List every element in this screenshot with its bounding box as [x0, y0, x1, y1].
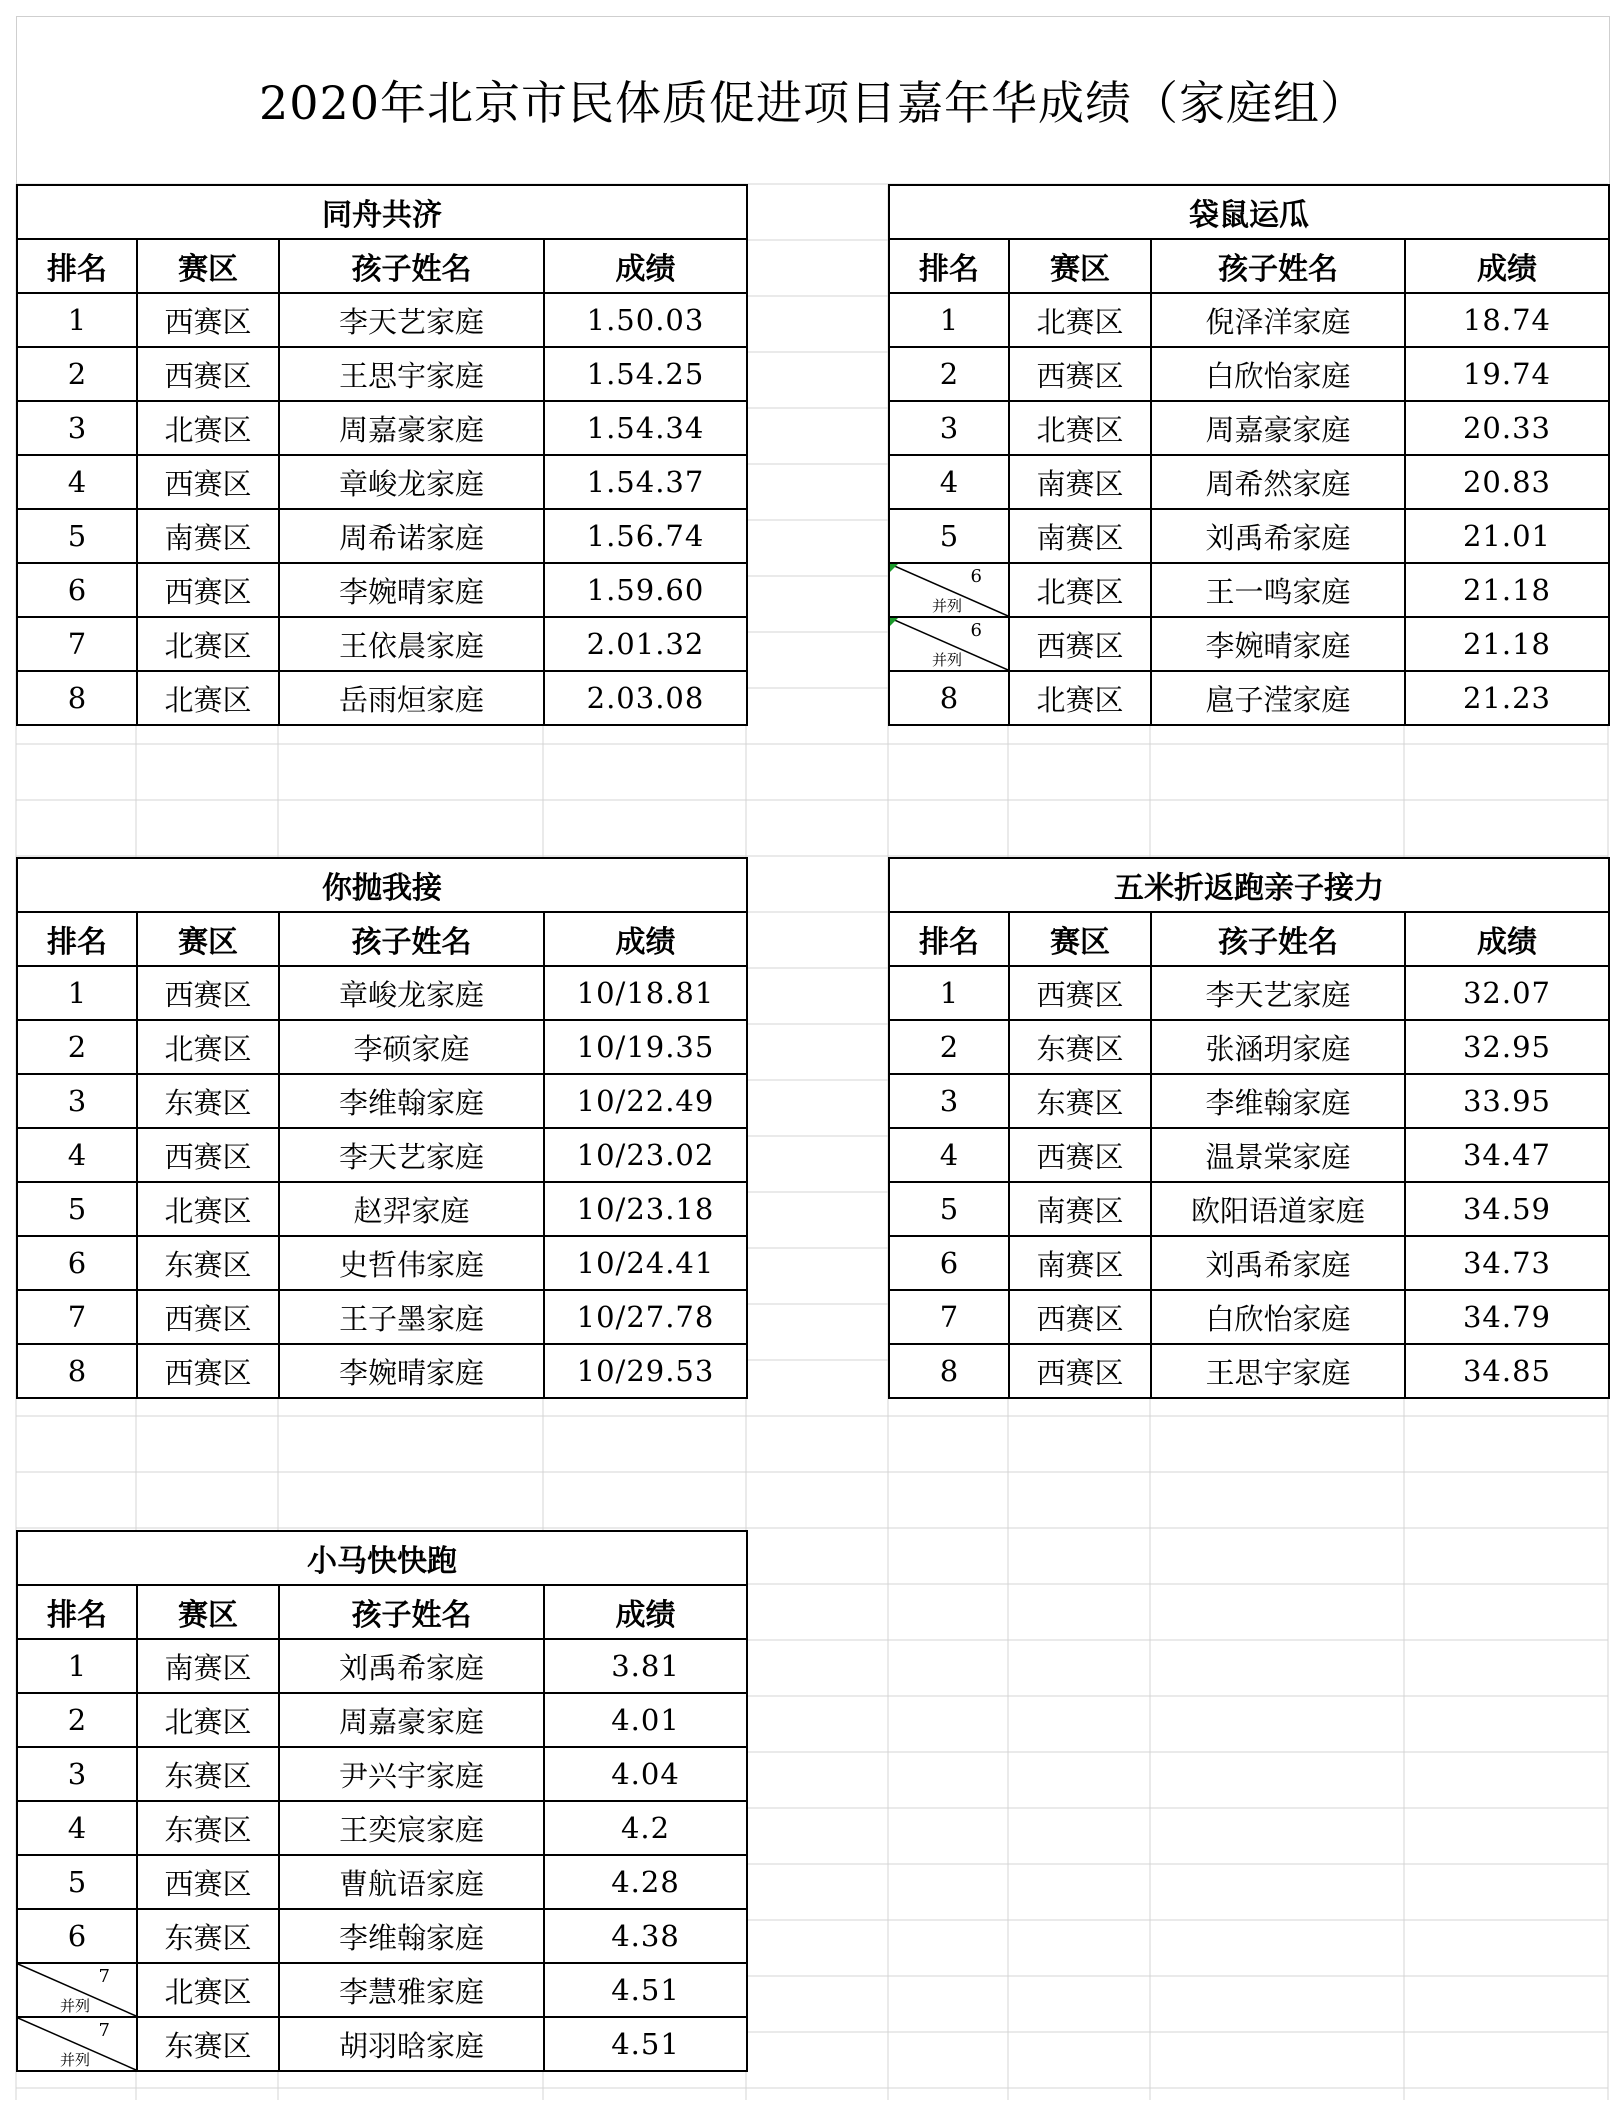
cell-score: 32.95 [1405, 1020, 1609, 1074]
cell-score: 4.28 [544, 1855, 747, 1909]
cell-score: 34.85 [1405, 1344, 1609, 1398]
cell-child: 李天艺家庭 [279, 293, 544, 347]
cell-rank: 5 [17, 1182, 137, 1236]
table-row [889, 293, 1609, 347]
cell-rank: 4 [17, 1801, 137, 1855]
table-row [889, 455, 1609, 509]
cell-rank: 6 [17, 1909, 137, 1963]
table-row [17, 1074, 747, 1128]
cell-rank: 8 [17, 671, 137, 725]
table-row [889, 509, 1609, 563]
cell-score: 21.18 [1405, 563, 1609, 617]
cell-district: 东赛区 [137, 1236, 279, 1290]
cell-rank: 3 [889, 401, 1009, 455]
cell-child: 李维翰家庭 [279, 1074, 544, 1128]
tie-label: 并列 [932, 597, 963, 615]
cell-score: 10/22.49 [544, 1074, 747, 1128]
cell-child: 倪泽洋家庭 [1151, 293, 1405, 347]
cell-district: 南赛区 [137, 509, 279, 563]
cell-rank [889, 617, 1009, 671]
cell-district: 南赛区 [1009, 509, 1151, 563]
column-header-rank: 排名 [889, 239, 1009, 293]
cell-score: 34.79 [1405, 1290, 1609, 1344]
table-row [17, 1747, 747, 1801]
column-header-district: 赛区 [1009, 912, 1151, 966]
cell-district: 东赛区 [137, 1747, 279, 1801]
column-header-district: 赛区 [137, 239, 279, 293]
cell-child: 王奕宸家庭 [279, 1801, 544, 1855]
cell-child: 白欣怡家庭 [1151, 347, 1405, 401]
cell-rank: 4 [889, 455, 1009, 509]
table-row [17, 617, 747, 671]
cell-score: 10/18.81 [544, 966, 747, 1020]
cell-score: 2.01.32 [544, 617, 747, 671]
cell-rank: 7 [889, 1290, 1009, 1344]
table-row [17, 347, 747, 401]
table-title: 小马快快跑 [17, 1531, 747, 1585]
tie-label: 并列 [60, 1997, 91, 2015]
table-row [17, 1020, 747, 1074]
cell-rank: 2 [889, 347, 1009, 401]
column-header-score: 成绩 [1405, 239, 1609, 293]
cell-district: 北赛区 [137, 401, 279, 455]
cell-district: 南赛区 [1009, 455, 1151, 509]
cell-rank: 3 [17, 1747, 137, 1801]
cell-district: 西赛区 [137, 455, 279, 509]
cell-score: 1.50.03 [544, 293, 747, 347]
column-header-district: 赛区 [137, 1585, 279, 1639]
cell-rank: 3 [17, 401, 137, 455]
column-header-rank: 排名 [17, 239, 137, 293]
cell-district: 北赛区 [1009, 671, 1151, 725]
cell-score: 34.59 [1405, 1182, 1609, 1236]
cell-rank [17, 1963, 137, 2017]
cell-score: 33.95 [1405, 1074, 1609, 1128]
cell-score: 2.03.08 [544, 671, 747, 725]
cell-rank: 1 [17, 293, 137, 347]
cell-child: 周嘉豪家庭 [1151, 401, 1405, 455]
cell-district: 东赛区 [1009, 1020, 1151, 1074]
cell-score: 10/29.53 [544, 1344, 747, 1398]
table-row [889, 671, 1609, 725]
table-row [17, 2017, 747, 2071]
cell-score: 4.04 [544, 1747, 747, 1801]
table-row [889, 1074, 1609, 1128]
cell-score: 19.74 [1405, 347, 1609, 401]
cell-score: 4.01 [544, 1693, 747, 1747]
column-header-child: 孩子姓名 [279, 912, 544, 966]
table-title: 袋鼠运瓜 [889, 185, 1609, 239]
column-header-score: 成绩 [1405, 912, 1609, 966]
table-row [17, 1236, 747, 1290]
table-title: 同舟共济 [17, 185, 747, 239]
column-header-district: 赛区 [1009, 239, 1151, 293]
cell-child: 刘禹希家庭 [1151, 509, 1405, 563]
table-row [17, 1963, 747, 2017]
column-header-child: 孩子姓名 [279, 239, 544, 293]
cell-child: 李硕家庭 [279, 1020, 544, 1074]
cell-rank: 2 [17, 1020, 137, 1074]
page-title: 2020年北京市民体质促进项目嘉年华成绩（家庭组） [258, 76, 1368, 130]
table-row [889, 1290, 1609, 1344]
cell-district: 北赛区 [137, 671, 279, 725]
cell-rank: 3 [889, 1074, 1009, 1128]
cell-child: 李维翰家庭 [279, 1909, 544, 1963]
cell-child: 王一鸣家庭 [1151, 563, 1405, 617]
table-row [17, 671, 747, 725]
cell-score: 10/27.78 [544, 1290, 747, 1344]
cell-rank: 2 [17, 1693, 137, 1747]
cell-district: 南赛区 [1009, 1182, 1151, 1236]
results-table [888, 184, 1610, 726]
cell-rank: 4 [889, 1128, 1009, 1182]
table-row [889, 1236, 1609, 1290]
cell-rank: 3 [17, 1074, 137, 1128]
cell-child: 周希诺家庭 [279, 509, 544, 563]
cell-district: 北赛区 [137, 1020, 279, 1074]
cell-district: 南赛区 [1009, 1236, 1151, 1290]
cell-district: 西赛区 [1009, 347, 1151, 401]
cell-score: 1.54.25 [544, 347, 747, 401]
cell-rank: 4 [17, 455, 137, 509]
table-row [889, 1344, 1609, 1398]
cell-child: 章峻龙家庭 [279, 455, 544, 509]
cell-rank: 1 [889, 293, 1009, 347]
table-row [889, 966, 1609, 1020]
cell-child: 王思宇家庭 [279, 347, 544, 401]
cell-child: 赵羿家庭 [279, 1182, 544, 1236]
tie-rank-number: 7 [98, 2020, 110, 2041]
cell-district: 西赛区 [1009, 966, 1151, 1020]
cell-score: 34.47 [1405, 1128, 1609, 1182]
column-header-child: 孩子姓名 [1151, 912, 1405, 966]
cell-district: 北赛区 [137, 1963, 279, 2017]
table-row [889, 617, 1609, 671]
table-row [17, 1128, 747, 1182]
cell-rank: 5 [889, 509, 1009, 563]
column-header-district: 赛区 [137, 912, 279, 966]
cell-child: 李婉晴家庭 [279, 1344, 544, 1398]
cell-district: 西赛区 [137, 1344, 279, 1398]
cell-score: 4.51 [544, 1963, 747, 2017]
cell-district: 西赛区 [137, 293, 279, 347]
cell-district: 北赛区 [1009, 293, 1151, 347]
cell-rank [889, 563, 1009, 617]
table-row [17, 1182, 747, 1236]
cell-district: 东赛区 [137, 1801, 279, 1855]
cell-rank [17, 2017, 137, 2071]
cell-district: 西赛区 [137, 966, 279, 1020]
cell-child: 欧阳语道家庭 [1151, 1182, 1405, 1236]
cell-child: 周嘉豪家庭 [279, 1693, 544, 1747]
cell-child: 王依晨家庭 [279, 617, 544, 671]
cell-district: 北赛区 [137, 1693, 279, 1747]
tie-rank-number: 7 [98, 1966, 110, 1987]
column-header-rank: 排名 [889, 912, 1009, 966]
column-header-rank: 排名 [17, 912, 137, 966]
cell-district: 西赛区 [137, 1290, 279, 1344]
cell-rank: 6 [889, 1236, 1009, 1290]
cell-child: 白欣怡家庭 [1151, 1290, 1405, 1344]
cell-child: 曹航语家庭 [279, 1855, 544, 1909]
table-row [889, 1182, 1609, 1236]
cell-rank: 2 [889, 1020, 1009, 1074]
cell-child: 李维翰家庭 [1151, 1074, 1405, 1128]
cell-score: 10/24.41 [544, 1236, 747, 1290]
table-row [17, 509, 747, 563]
cell-score: 1.59.60 [544, 563, 747, 617]
cell-district: 南赛区 [137, 1639, 279, 1693]
cell-rank: 5 [17, 1855, 137, 1909]
cell-score: 20.33 [1405, 401, 1609, 455]
comment-marker-icon [890, 564, 898, 572]
cell-child: 温景棠家庭 [1151, 1128, 1405, 1182]
cell-child: 李天艺家庭 [279, 1128, 544, 1182]
results-table [16, 1530, 748, 2072]
cell-child: 刘禹希家庭 [279, 1639, 544, 1693]
table-row [889, 401, 1609, 455]
table-row [17, 563, 747, 617]
table-row [17, 1639, 747, 1693]
cell-rank: 7 [17, 617, 137, 671]
cell-score: 10/23.18 [544, 1182, 747, 1236]
table-row [17, 1290, 747, 1344]
cell-district: 东赛区 [1009, 1074, 1151, 1128]
column-header-child: 孩子姓名 [279, 1585, 544, 1639]
cell-child: 李婉晴家庭 [279, 563, 544, 617]
cell-child: 岳雨烜家庭 [279, 671, 544, 725]
results-table [16, 184, 748, 726]
cell-score: 1.54.34 [544, 401, 747, 455]
cell-score: 20.83 [1405, 455, 1609, 509]
table-row [889, 1128, 1609, 1182]
table-row [17, 1855, 747, 1909]
cell-district: 东赛区 [137, 2017, 279, 2071]
comment-marker-icon [890, 618, 898, 626]
cell-child: 李天艺家庭 [1151, 966, 1405, 1020]
results-table [16, 857, 748, 1399]
cell-score: 3.81 [544, 1639, 747, 1693]
cell-child: 周嘉豪家庭 [279, 401, 544, 455]
cell-district: 西赛区 [137, 563, 279, 617]
results-table [888, 857, 1610, 1399]
cell-rank: 5 [17, 509, 137, 563]
cell-rank: 1 [889, 966, 1009, 1020]
cell-rank: 6 [17, 1236, 137, 1290]
table-row [17, 1801, 747, 1855]
cell-score: 18.74 [1405, 293, 1609, 347]
cell-district: 西赛区 [137, 1855, 279, 1909]
cell-child: 张涵玥家庭 [1151, 1020, 1405, 1074]
cell-child: 刘禹希家庭 [1151, 1236, 1405, 1290]
cell-score: 1.54.37 [544, 455, 747, 509]
cell-score: 21.01 [1405, 509, 1609, 563]
tie-rank-number: 6 [970, 620, 982, 641]
table-row [17, 966, 747, 1020]
table-row [889, 563, 1609, 617]
cell-child: 王子墨家庭 [279, 1290, 544, 1344]
cell-child: 周希然家庭 [1151, 455, 1405, 509]
table-title: 你抛我接 [17, 858, 747, 912]
cell-score: 4.51 [544, 2017, 747, 2071]
cell-score: 10/19.35 [544, 1020, 747, 1074]
cell-score: 1.56.74 [544, 509, 747, 563]
table-row [889, 1020, 1609, 1074]
table-row [17, 293, 747, 347]
cell-district: 西赛区 [137, 347, 279, 401]
cell-rank: 8 [889, 671, 1009, 725]
cell-rank: 8 [17, 1344, 137, 1398]
table-row [17, 401, 747, 455]
cell-rank: 1 [17, 966, 137, 1020]
cell-score: 4.2 [544, 1801, 747, 1855]
cell-district: 北赛区 [1009, 563, 1151, 617]
cell-child: 李婉晴家庭 [1151, 617, 1405, 671]
tie-label: 并列 [60, 2051, 91, 2069]
cell-score: 21.18 [1405, 617, 1609, 671]
column-header-score: 成绩 [544, 912, 747, 966]
table-row [17, 1909, 747, 1963]
cell-district: 东赛区 [137, 1074, 279, 1128]
column-header-child: 孩子姓名 [1151, 239, 1405, 293]
table-row [17, 1344, 747, 1398]
cell-score: 4.38 [544, 1909, 747, 1963]
table-row [889, 347, 1609, 401]
table-title: 五米折返跑亲子接力 [889, 858, 1609, 912]
cell-score: 21.23 [1405, 671, 1609, 725]
cell-district: 西赛区 [1009, 1128, 1151, 1182]
cell-rank: 1 [17, 1639, 137, 1693]
cell-score: 10/23.02 [544, 1128, 747, 1182]
column-header-rank: 排名 [17, 1585, 137, 1639]
column-header-score: 成绩 [544, 239, 747, 293]
column-header-score: 成绩 [544, 1585, 747, 1639]
cell-rank: 5 [889, 1182, 1009, 1236]
cell-district: 北赛区 [1009, 401, 1151, 455]
cell-district: 北赛区 [137, 1182, 279, 1236]
cell-child: 扈子滢家庭 [1151, 671, 1405, 725]
cell-child: 章峻龙家庭 [279, 966, 544, 1020]
cell-district: 西赛区 [1009, 1344, 1151, 1398]
cell-district: 北赛区 [137, 617, 279, 671]
cell-district: 西赛区 [137, 1128, 279, 1182]
cell-child: 胡羽晗家庭 [279, 2017, 544, 2071]
tie-rank-number: 6 [970, 566, 982, 587]
cell-child: 王思宇家庭 [1151, 1344, 1405, 1398]
cell-rank: 2 [17, 347, 137, 401]
cell-child: 李慧雅家庭 [279, 1963, 544, 2017]
cell-score: 34.73 [1405, 1236, 1609, 1290]
cell-score: 32.07 [1405, 966, 1609, 1020]
cell-rank: 8 [889, 1344, 1009, 1398]
cell-rank: 6 [17, 563, 137, 617]
cell-child: 史哲伟家庭 [279, 1236, 544, 1290]
table-row [17, 455, 747, 509]
table-row [17, 1693, 747, 1747]
cell-district: 东赛区 [137, 1909, 279, 1963]
cell-rank: 4 [17, 1128, 137, 1182]
tie-label: 并列 [932, 651, 963, 669]
cell-rank: 7 [17, 1290, 137, 1344]
cell-child: 尹兴宇家庭 [279, 1747, 544, 1801]
cell-district: 西赛区 [1009, 617, 1151, 671]
cell-district: 西赛区 [1009, 1290, 1151, 1344]
